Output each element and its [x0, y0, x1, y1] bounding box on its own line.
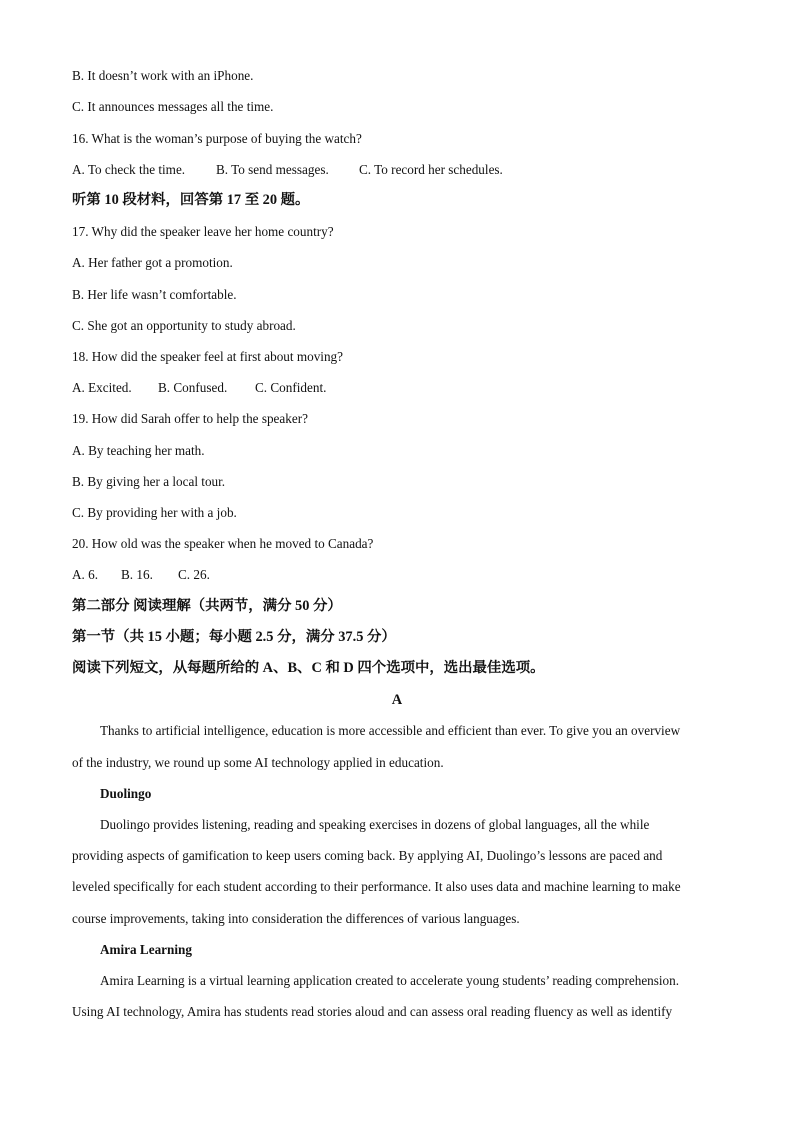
q20-options — [72, 566, 722, 584]
q19-option-a: A. By teaching her math. — [72, 443, 205, 458]
question-18: 18. How did the speaker feel at first about moving? — [72, 349, 344, 364]
q18-option-a: A. Excited. — [72, 380, 132, 395]
amira-heading: Amira Learning — [100, 942, 192, 957]
q19-option-b: B. By giving her a local tour. — [72, 474, 226, 489]
q16-options — [72, 161, 722, 179]
q17-option-b: B. Her life wasn’t comfortable. — [72, 287, 237, 302]
q16-option-b: B. To send messages. — [216, 162, 329, 177]
paragraph-2-line-3: leveled specifically for each student according to their performance. It also uses data and machine learning to make — [72, 879, 681, 894]
reading-instruction: 阅读下列短文，从每题所给的 A、B、C 和 D 四个选项中，选出最佳选项。 — [72, 660, 545, 676]
q20-option-c: C. 26. — [178, 567, 210, 582]
passage-title: A — [391, 692, 403, 708]
paragraph-2-line-2: providing aspects of gamification to keep users coming back. By applying AI, Duolingo’s lessons are paced and — [72, 848, 663, 863]
section-1-heading: 第一节（共 15 小题；每小题 2.5 分，满分 37.5 分） — [72, 629, 396, 645]
q18-options — [72, 379, 722, 397]
question-17: 17. Why did the speaker leave her home country? — [72, 224, 334, 239]
q18-option-b: B. Confused. — [158, 380, 228, 395]
q20-option-b: B. 16. — [121, 567, 153, 582]
paragraph-3-line-2: Using AI technology, Amira has students read stories aloud and can assess oral reading fluency as well as identify — [72, 1004, 673, 1019]
q18-option-c: C. Confident. — [255, 380, 327, 395]
paragraph-2-line-4: course improvements, taking into consideration the differences of various languages. — [72, 911, 520, 926]
q17-option-c: C. She got an opportunity to study abroad. — [72, 318, 296, 333]
paragraph-1-line-2: of the industry, we round up some AI technology applied in education. — [72, 755, 444, 770]
part-2-heading: 第二部分 阅读理解（共两节，满分 50 分） — [72, 598, 342, 614]
question-19: 19. How did Sarah offer to help the speaker? — [72, 411, 308, 426]
paragraph-3-line-1: Amira Learning is a virtual learning application created to accelerate young students’ reading comprehension. — [100, 973, 680, 988]
q16-option-a: A. To check the time. — [72, 162, 186, 177]
question-16: 16. What is the woman’s purpose of buying the watch? — [72, 131, 362, 146]
paragraph-1-line-1: Thanks to artificial intelligence, education is more accessible and efficient than ever. To give you an overview — [100, 723, 681, 738]
q15-option-c: C. It announces messages all the time. — [72, 99, 274, 114]
question-20: 20. How old was the speaker when he moved to Canada? — [72, 536, 374, 551]
q20-option-a: A. 6. — [72, 567, 99, 582]
q15-option-b: B. It doesn’t work with an iPhone. — [72, 68, 254, 83]
paragraph-2-line-1: Duolingo provides listening, reading and speaking exercises in dozens of global languages, all the while — [100, 817, 650, 832]
section-10-heading: 听第 10 段材料，回答第 17 至 20 题。 — [72, 192, 310, 208]
duolingo-heading: Duolingo — [100, 786, 152, 801]
q19-option-c: C. By providing her with a job. — [72, 505, 237, 520]
q16-option-c: C. To record her schedules. — [359, 162, 503, 177]
q17-option-a: A. Her father got a promotion. — [72, 255, 233, 270]
